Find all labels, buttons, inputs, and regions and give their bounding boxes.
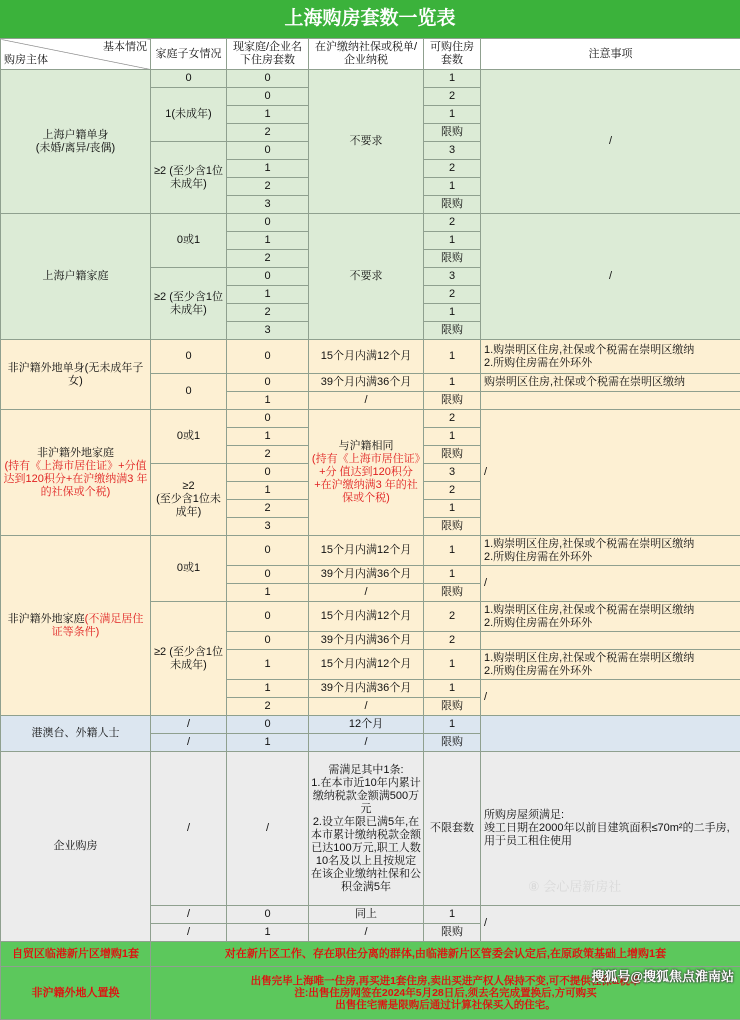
s2-owned: 1 — [227, 232, 309, 250]
s4-owned: 0 — [227, 464, 309, 482]
s5-tax: / — [309, 698, 424, 716]
s5-tax: 15个月内满12个月 — [309, 602, 424, 632]
s7-tax: 需满足其中1条: 1.在本市近10年内累计缴纳税款金额满500万元 2.设立年限已满5年,在本市累计缴纳税款金额已达100万元,职工人数10名及以上且按规定在该企业缴纳社保和公积金满5年 — [309, 752, 424, 906]
s2-can: 2 — [424, 286, 481, 304]
s6-subject: 港澳台、外籍人士 — [1, 716, 151, 752]
header-owned: 现家庭/企业名下住房套数 — [227, 39, 309, 70]
s1-can: 2 — [424, 88, 481, 106]
header-row — [1, 39, 740, 70]
s1-owned: 1 — [227, 106, 309, 124]
s5-owned: 1 — [227, 584, 309, 602]
s6-owned: 1 — [227, 734, 309, 752]
s4-can: 2 — [424, 482, 481, 500]
s1-can: 限购 — [424, 124, 481, 142]
s5-subject-condition: (不满足居住证等条件) — [52, 613, 144, 638]
s2-tax: 不要求 — [309, 214, 424, 340]
s5-note-3: 1.购崇明区住房,社保或个税需在崇明区缴纳 2.所购住房需在外环外 — [481, 650, 740, 680]
s3-tax: / — [309, 392, 424, 410]
s1-owned: 2 — [227, 124, 309, 142]
s7-r3-owned: 1 — [227, 924, 309, 942]
s3-tax: 39个月内满36个月 — [309, 374, 424, 392]
s1-tax: 不要求 — [309, 70, 424, 214]
s1-owned: 0 — [227, 70, 309, 88]
s5-owned: 0 — [227, 602, 309, 632]
s3-can: 限购 — [424, 392, 481, 410]
s5-subject-cell — [1, 536, 151, 716]
header-subject: 购房主体 — [4, 54, 48, 67]
s5-owned: 1 — [227, 650, 309, 680]
s5-owned: 0 — [227, 566, 309, 584]
s4-tax-condition: (持有《上海市居住证》+分 值达到120积分+在沪缴纳满3 年的社保或个税) — [311, 453, 421, 505]
s5-tax: 15个月内满12个月 — [309, 650, 424, 680]
s3-subject: 非沪籍外地单身(无未成年子女) — [1, 340, 151, 410]
s2-kid-a: 0或1 — [151, 214, 227, 268]
s4-subject-condition: (持有《上海市居住证》+分值达到120积分+在沪缴纳满3 年的社保或个税) — [3, 460, 148, 499]
s5-owned: 2 — [227, 698, 309, 716]
s2-can: 3 — [424, 268, 481, 286]
s7-r2-kid: / — [151, 906, 227, 924]
s5-tax: / — [309, 584, 424, 602]
s1-owned: 0 — [227, 142, 309, 160]
s5-kid-a: 0或1 — [151, 536, 227, 602]
s1-subject: 上海户籍单身 (未婚/离异/丧偶) — [1, 70, 151, 214]
s5-tax: 39个月内满36个月 — [309, 632, 424, 650]
s5-can: 限购 — [424, 698, 481, 716]
s4-tax-cell — [309, 410, 424, 536]
s4-owned: 1 — [227, 428, 309, 446]
housing-table — [0, 38, 740, 1020]
s5-note-slash-1: / — [481, 566, 740, 602]
band2-line-2: 注:出售住房网签在2024年5月28日后,须去名完成置换后,方可购买 — [153, 987, 738, 999]
s6-note — [481, 716, 740, 752]
s5-can: 1 — [424, 650, 481, 680]
header-notes: 注意事项 — [481, 39, 740, 70]
s1-kid-0: 0 — [151, 70, 227, 88]
s3-can: 1 — [424, 340, 481, 374]
s6-kid: / — [151, 734, 227, 752]
s3-owned: 0 — [227, 374, 309, 392]
s7-can: 不限套数 — [424, 752, 481, 906]
s5-tax: 39个月内满36个月 — [309, 566, 424, 584]
s4-subject: 非沪籍外地家庭 — [3, 447, 148, 460]
s5-owned: 0 — [227, 632, 309, 650]
s4-can: 限购 — [424, 446, 481, 464]
s4-kid-a: 0或1 — [151, 410, 227, 464]
s3-kid-0: 0 — [151, 340, 227, 374]
s1-note: / — [481, 70, 740, 214]
s4-tax: 与沪籍相同 — [311, 440, 421, 453]
s5-subject: 非沪籍外地家庭 — [8, 613, 85, 625]
s6-tax: 12个月 — [309, 716, 424, 734]
s4-can: 1 — [424, 428, 481, 446]
s4-owned: 2 — [227, 500, 309, 518]
s7-note: 所购房屋须满足: 竣工日期在2000年以前目建筑面积≤70m²的二手房,用于员工租住使用 — [481, 752, 740, 906]
s3-note-2: 购崇明区住房,社保或个税需在崇明区缴纳 — [481, 374, 740, 392]
band2-line-3: 出售住宅需是限购后通过计算社保买入的住宅。 — [153, 999, 738, 1011]
band1-right: 对在新片区工作、存在职住分离的群体,由临港新片区管委会认定后,在原政策基础上增购1套 — [151, 942, 740, 967]
s7-r3-tax: / — [309, 924, 424, 942]
s1-owned: 0 — [227, 88, 309, 106]
s6-can: 1 — [424, 716, 481, 734]
s1-owned: 3 — [227, 196, 309, 214]
s1-kid-1: 1(未成年) — [151, 88, 227, 142]
s2-owned: 1 — [227, 286, 309, 304]
s1-can: 1 — [424, 178, 481, 196]
s4-owned: 3 — [227, 518, 309, 536]
s4-owned: 1 — [227, 482, 309, 500]
s4-owned: 2 — [227, 446, 309, 464]
s2-kid-b: ≥2 (至少含1位未成年) — [151, 268, 227, 340]
header-tax: 在沪缴纳社保或税单/企业纳税 — [309, 39, 424, 70]
s1-can: 限购 — [424, 196, 481, 214]
s1-can: 3 — [424, 142, 481, 160]
s3-owned: 0 — [227, 340, 309, 374]
header-diagonal — [1, 39, 151, 70]
s3-tax: 15个月内满12个月 — [309, 340, 424, 374]
s2-can: 1 — [424, 232, 481, 250]
s5-tax: 15个月内满12个月 — [309, 536, 424, 566]
s3-note-1: 1.购崇明区住房,社保或个税需在崇明区缴纳 2.所购住房需在外环外 — [481, 340, 740, 374]
s5-owned: 0 — [227, 536, 309, 566]
s5-can: 1 — [424, 566, 481, 584]
s3-owned: 1 — [227, 392, 309, 410]
s5-can: 2 — [424, 632, 481, 650]
s2-can: 限购 — [424, 322, 481, 340]
s4-kid-b: ≥2 (至少含1位未成年) — [151, 464, 227, 536]
s2-owned: 0 — [227, 214, 309, 232]
s1-can: 1 — [424, 70, 481, 88]
s2-owned: 3 — [227, 322, 309, 340]
s7-owned: / — [227, 752, 309, 906]
s1-can: 1 — [424, 106, 481, 124]
band2-line-1: 出售完毕上海唯一住房,再买进1套住房,卖出买进产权人保持不变,可不提供社保&税单 — [153, 975, 738, 987]
s5-kid-b: ≥2 (至少含1位未成年) — [151, 602, 227, 716]
s4-subject-cell — [1, 410, 151, 536]
s2-owned: 2 — [227, 250, 309, 268]
s2-can: 2 — [424, 214, 481, 232]
s5-can: 2 — [424, 602, 481, 632]
s7-kid: / — [151, 752, 227, 906]
s7-subject: 企业购房 — [1, 752, 151, 942]
s5-note-slash-2: / — [481, 680, 740, 716]
s3-kid-0b: 0 — [151, 374, 227, 410]
s2-can: 限购 — [424, 250, 481, 268]
s2-owned: 2 — [227, 304, 309, 322]
s1-can: 2 — [424, 160, 481, 178]
s5-owned: 1 — [227, 680, 309, 698]
s5-note-empty — [481, 632, 740, 650]
s4-can: 2 — [424, 410, 481, 428]
s6-tax: / — [309, 734, 424, 752]
s6-can: 限购 — [424, 734, 481, 752]
s5-can: 1 — [424, 536, 481, 566]
s7-note-slash: / — [481, 906, 740, 942]
s4-can: 1 — [424, 500, 481, 518]
watermark-logo: ⑧ 会心居新房社 — [528, 876, 621, 895]
s3-can: 1 — [424, 374, 481, 392]
s6-kid: / — [151, 716, 227, 734]
s5-can: 1 — [424, 680, 481, 698]
s5-note-1: 1.购崇明区住房,社保或个税需在崇明区缴纳 2.所购住房需在外环外 — [481, 536, 740, 566]
s2-owned: 0 — [227, 268, 309, 286]
s7-r3-can: 限购 — [424, 924, 481, 942]
s7-r2-can: 1 — [424, 906, 481, 924]
s5-note-2: 1.购崇明区住房,社保或个税需在崇明区缴纳 2.所购住房需在外环外 — [481, 602, 740, 632]
s4-note: / — [481, 410, 740, 536]
s2-note: / — [481, 214, 740, 340]
watermark-text: 搜狐号@搜狐焦点淮南站 — [591, 966, 734, 985]
s4-can: 限购 — [424, 518, 481, 536]
s5-can: 限购 — [424, 584, 481, 602]
s7-r2-tax: 同上 — [309, 906, 424, 924]
header-basic-info: 基本情况 — [103, 41, 147, 54]
s3-note-empty — [481, 392, 740, 410]
s1-owned: 2 — [227, 178, 309, 196]
s2-subject: 上海户籍家庭 — [1, 214, 151, 340]
header-can-buy: 可购住房套数 — [424, 39, 481, 70]
s4-owned: 0 — [227, 410, 309, 428]
header-children: 家庭子女情况 — [151, 39, 227, 70]
s6-owned: 0 — [227, 716, 309, 734]
s7-r3-kid: / — [151, 924, 227, 942]
s1-kid-2: ≥2 (至少含1位未成年) — [151, 142, 227, 214]
s7-r2-owned: 0 — [227, 906, 309, 924]
band2-left: 非沪籍外地人置换 — [1, 967, 151, 1020]
s4-can: 3 — [424, 464, 481, 482]
s2-can: 1 — [424, 304, 481, 322]
s5-tax: 39个月内满36个月 — [309, 680, 424, 698]
s1-owned: 1 — [227, 160, 309, 178]
band1-left: 自贸区临港新片区增购1套 — [1, 942, 151, 967]
page-title: 上海购房套数一览表 — [0, 0, 740, 39]
